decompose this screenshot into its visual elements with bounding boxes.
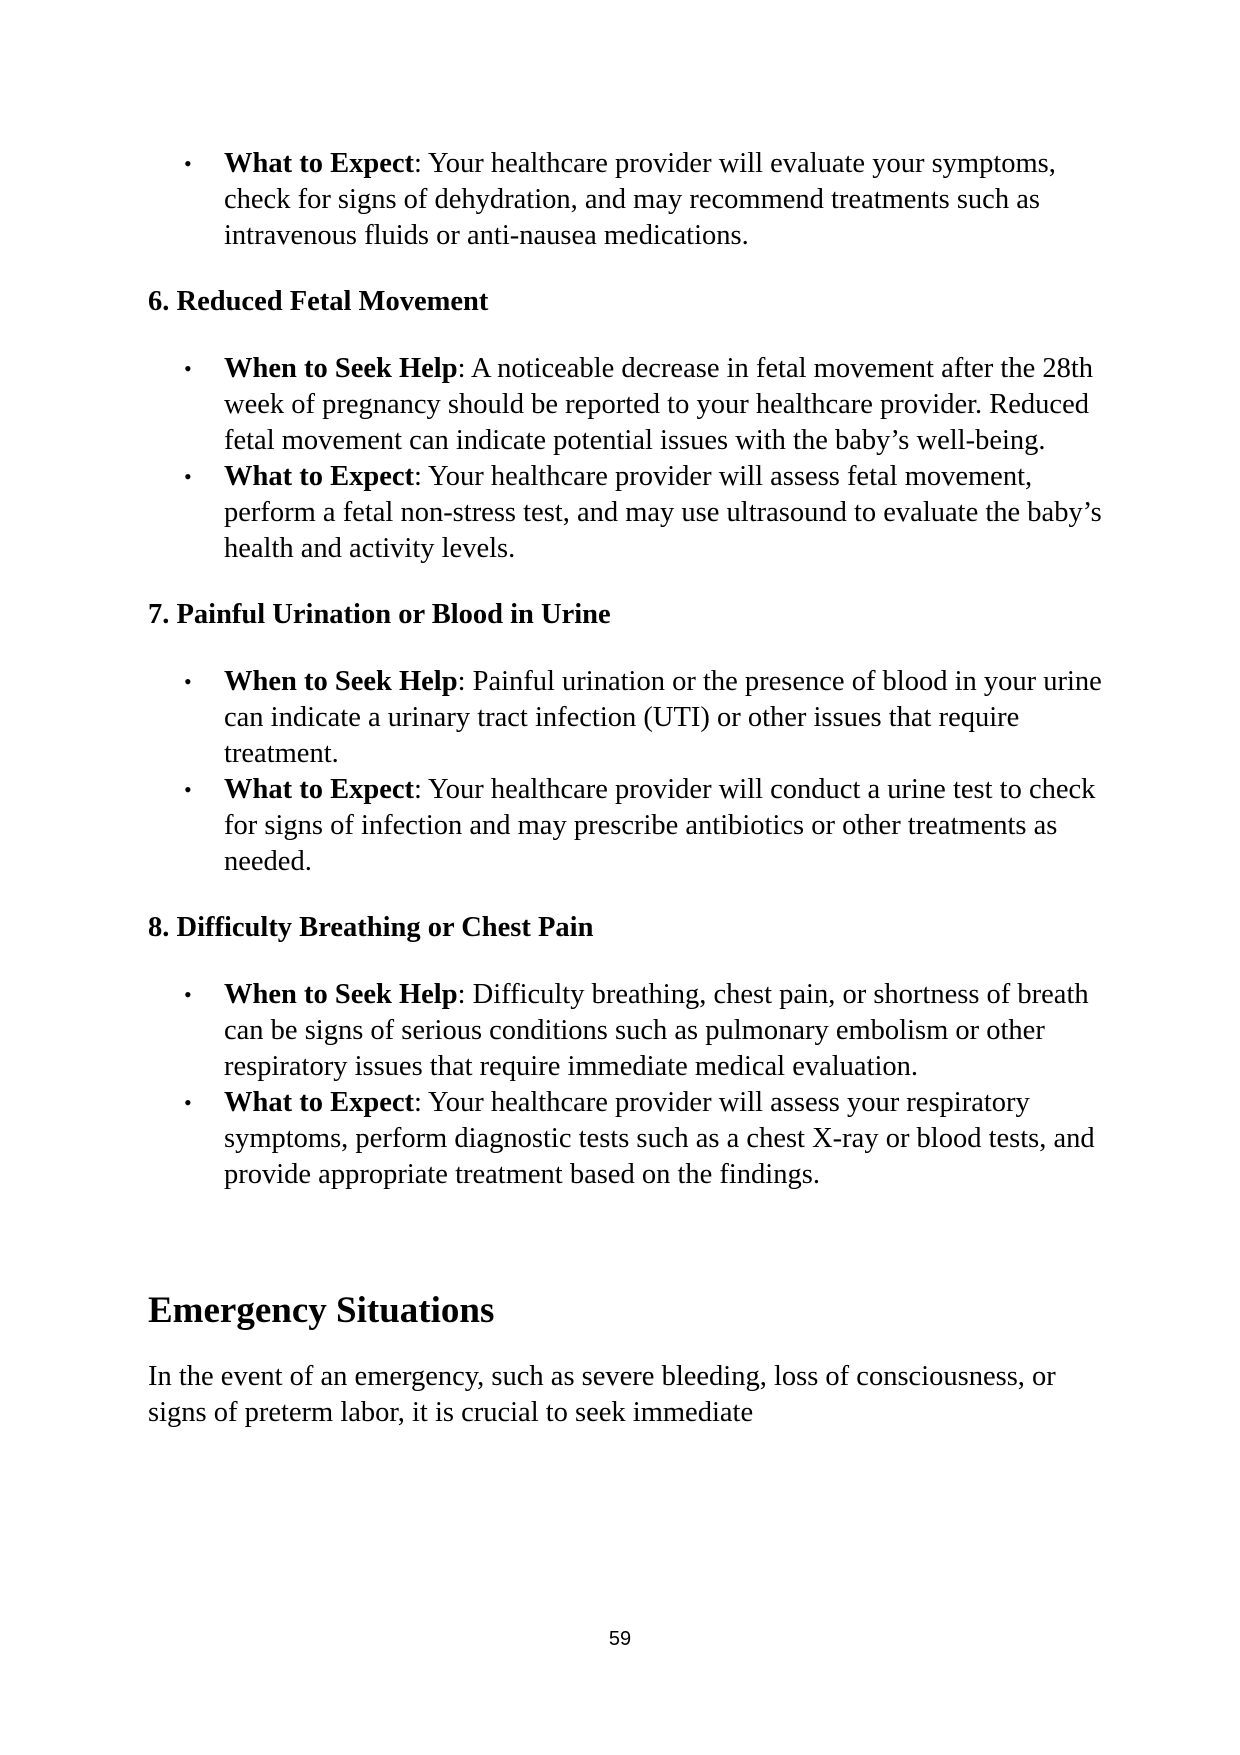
section-list xyxy=(148,664,1108,880)
item-label: What to Expect xyxy=(224,1087,414,1118)
section-list xyxy=(148,351,1108,567)
section-heading-painful-urination: 7. Painful Urination or Blood in Urine xyxy=(148,599,611,630)
section-heading-reduced-fetal-movement: 6. Reduced Fetal Movement xyxy=(148,286,489,317)
page-content xyxy=(148,146,1108,1431)
emergency-paragraph: In the event of an emergency, such as severe bleeding, loss of consciousness, or signs of preterm labor, it is crucial to seek immediate xyxy=(148,1361,1056,1428)
list-item xyxy=(148,1085,1108,1193)
list-item xyxy=(148,459,1108,567)
item-text: : Your healthcare provider will assess your respiratory symptoms, perform diagnostic tests such as a chest X-ray or blood tests, and provide appropriate treatment based on the findings. xyxy=(224,1087,1095,1190)
item-text: : A noticeable decrease in fetal movement after the 28th week of pregnancy should be reported to your healthcare provider. Reduced fetal movement can indicate potential issues with the baby’s well-being. xyxy=(224,353,1094,456)
item-text: : Painful urination or the presence of blood in your urine can indicate a urinary tract infection (UTI) or other issues that require treatment. xyxy=(224,666,1102,769)
page-number: 59 xyxy=(608,1628,632,1650)
list-item xyxy=(148,664,1108,772)
item-text: : Your healthcare provider will conduct a urine test to check for signs of infection and may prescribe antibiotics or other treatments as needed. xyxy=(224,774,1096,877)
item-label: What to Expect xyxy=(224,774,414,805)
item-label: What to Expect xyxy=(224,461,414,492)
top-list xyxy=(148,146,1108,254)
list-item xyxy=(148,772,1108,880)
item-label: When to Seek Help xyxy=(224,979,458,1010)
section-list xyxy=(148,977,1108,1193)
section-heading-difficulty-breathing: 8. Difficulty Breathing or Chest Pain xyxy=(148,912,594,943)
emergency-heading: Emergency Situations xyxy=(148,1290,495,1331)
item-label: When to Seek Help xyxy=(224,666,458,697)
list-item xyxy=(148,351,1108,459)
list-item xyxy=(148,146,1108,254)
item-text: : Your healthcare provider will assess fetal movement, perform a fetal non-stress test, and may use ultrasound to evaluate the baby’s health and activity levels. xyxy=(224,461,1102,564)
item-text: : Difficulty breathing, chest pain, or shortness of breath can be signs of serious conditions such as pulmonary embolism or other respiratory issues that require immediate medical evaluation. xyxy=(224,979,1089,1082)
item-label: What to Expect xyxy=(224,148,414,179)
item-label: When to Seek Help xyxy=(224,353,458,384)
list-item xyxy=(148,977,1108,1085)
item-text: : Your healthcare provider will evaluate your symptoms, check for signs of dehydration, and may recommend treatments such as intravenous fluids or anti-nausea medications. xyxy=(224,148,1056,251)
